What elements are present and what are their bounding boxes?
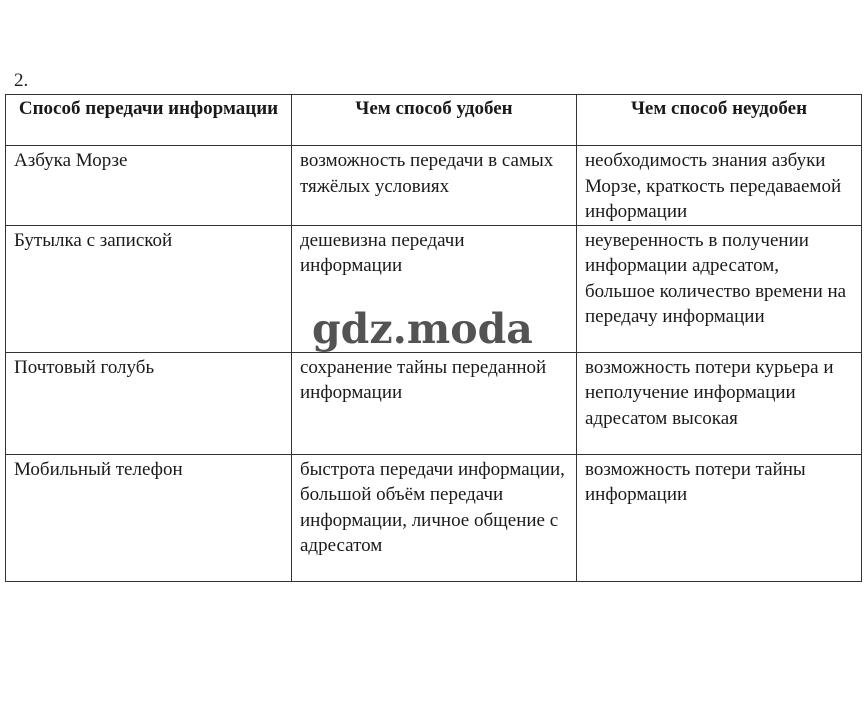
table-row [6,146,862,226]
cell-method: Мобильный телефон [6,454,292,581]
cell-method: Азбука Морзе [6,146,292,226]
watermark: gdz.moda [312,305,533,353]
cell-cons: неуверенность в получении информации адресатом, большое количество времени на передачу информации [577,225,862,352]
cell-cons: возможность потери тайны информации [577,454,862,581]
table-row [6,352,862,454]
cell-method: Бутылка с запиской [6,225,292,352]
cell-cons: возможность потери курьера и неполучение информации адресатом высокая [577,352,862,454]
header-method: Способ передачи информации [6,95,292,146]
task-number: 2. [14,70,29,91]
table-header-row [6,95,862,146]
cell-pros: быстрота передачи информации, большой объём передачи информации, личное общение с адресатом [292,454,577,581]
header-cons: Чем способ неудобен [577,95,862,146]
cell-cons: необходимость знания азбуки Морзе, краткость передаваемой информации [577,146,862,226]
cell-method: Почтовый голубь [6,352,292,454]
header-pros: Чем способ удобен [292,95,577,146]
cell-pros: сохранение тайны переданной информации [292,352,577,454]
table-row [6,454,862,581]
cell-pros: дешевизна передачи информации [292,225,577,352]
cell-pros: возможность передачи в самых тяжёлых условиях [292,146,577,226]
